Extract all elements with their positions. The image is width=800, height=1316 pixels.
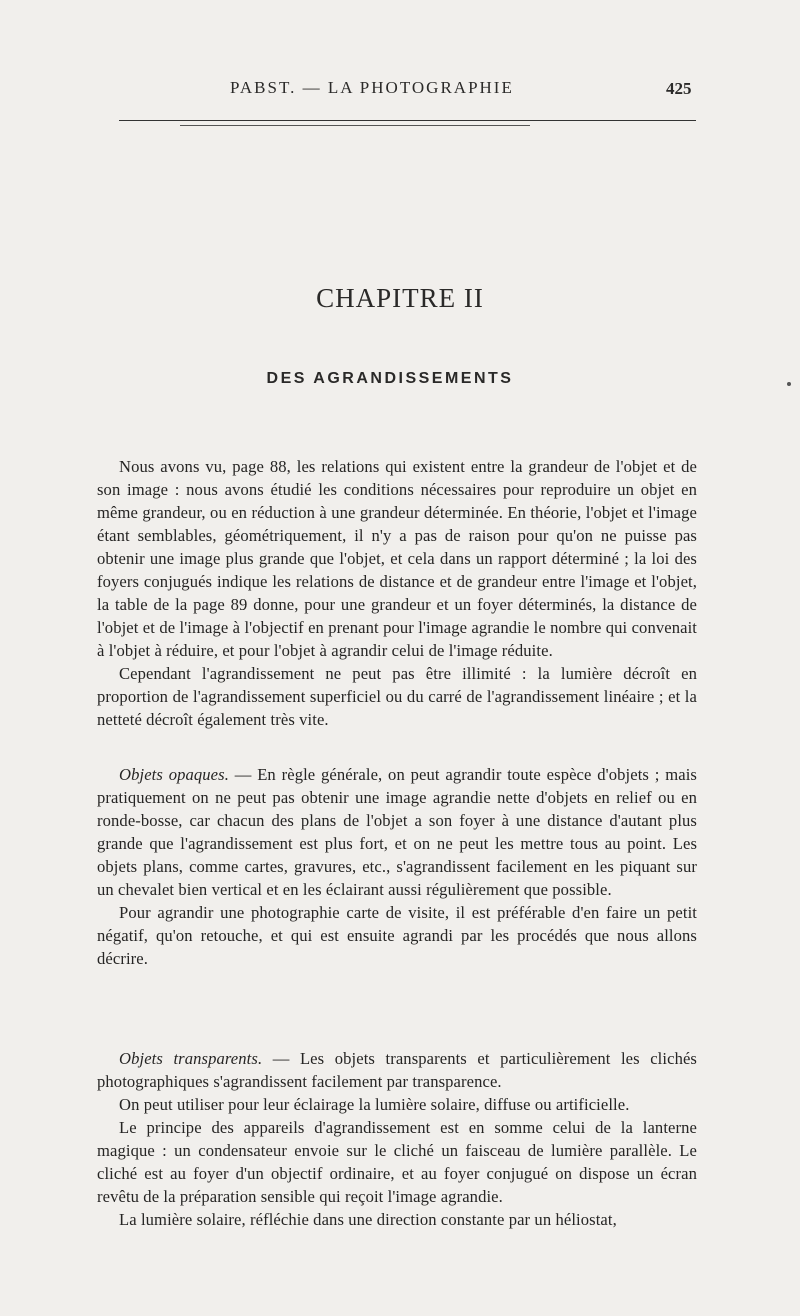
body-text-block-1 [97, 455, 697, 731]
paragraph-5-text: — Les objets transparents et particulièrement les clichés photographiques s'agrandissent facilement par transparence. [97, 1049, 697, 1091]
section-heading-transparent: Objets transparents. [119, 1049, 263, 1068]
paragraph-3 [97, 763, 697, 901]
page-number: 425 [666, 79, 692, 98]
paragraph-8: La lumière solaire, réfléchie dans une direction constante par un héliostat, [119, 1210, 617, 1229]
paragraph-7: Le principe des appareils d'agrandissement est en somme celui de la lanterne magique : un condensateur envoie sur le cliché un faisceau de lumière parallèle. Le cliché est au foyer d'un objectif ordinaire, et au foyer conjugué on dispose un écran revêtu de la préparation sensible qui reçoit l'image agrandie. [97, 1118, 697, 1206]
print-speck [787, 382, 791, 386]
paragraph-4: Pour agrandir une photographie carte de visite, il est préférable d'en faire un petit négatif, qu'on retouche, et qui est ensuite agrandi par les procédés que nous allons décrire. [97, 903, 697, 968]
header-rule [119, 120, 696, 121]
body-text-block-3 [97, 1047, 697, 1231]
body-text-block-2 [97, 763, 697, 970]
header-rule-secondary [180, 125, 530, 126]
section-heading-opaque: Objets opaques. [119, 765, 229, 784]
paragraph-2: Cependant l'agrandissement ne peut pas être illimité : la lumière décroît en proportion de l'agrandissement superficiel ou du carré de l'agrandissement linéaire ; et la netteté décroît également très vite. [97, 664, 697, 729]
chapter-subtitle: DES AGRANDISSEMENTS [266, 370, 514, 387]
paragraph-1: Nous avons vu, page 88, les relations qui existent entre la grandeur de l'objet et de son image : nous avons étudié les conditions nécessaires pour reproduire un objet en même grandeur, ou en réduction à une grandeur déterminée. En théorie, l'objet et l'image étant semblables, géométriquement, il n'y a pas de raison pour qu'on ne puisse pas obtenir une image plus grande que l'objet, et cela dans un rapport déterminé ; la loi des foyers conjugués indique les relations de distance et de grandeur entre l'image et l'objet, la table de la page 89 donne, pour une grandeur et un foyer déterminés, la distance de l'objet et de l'image à l'objectif en prenant pour l'image agrandie le nombre qui convenait à l'objet à réduire, et pour l'objet à agrandir celui de l'image réduite. [97, 457, 697, 660]
paragraph-5 [97, 1047, 697, 1093]
chapter-title: CHAPITRE II [316, 283, 484, 313]
paragraph-6: On peut utiliser pour leur éclairage la lumière solaire, diffuse ou artificielle. [119, 1095, 630, 1114]
running-head: PABST. — LA PHOTOGRAPHIE [230, 78, 514, 97]
paragraph-3-text: — En règle générale, on peut agrandir toute espèce d'objets ; mais pratiquement on ne peut pas obtenir une image agrandie nette d'objets en relief ou en ronde-bosse, car chacun des plans de l'objet a son foyer à une distance d'autant plus grande que l'agrandissement est plus fort, et on ne peut les mettre tous au point. Les objets plans, comme cartes, gravures, etc., s'agrandissent facilement en les piquant sur un chevalet bien vertical et en les éclairant aussi régulièrement que possible. [97, 765, 697, 899]
